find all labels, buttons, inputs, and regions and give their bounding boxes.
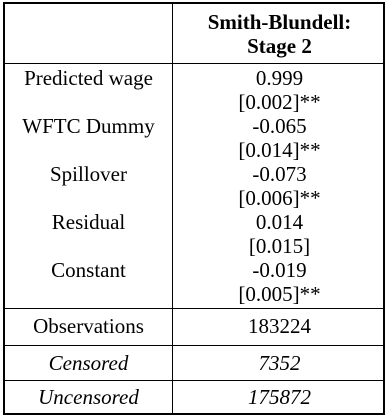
se-wftc-dummy: [0.014]** bbox=[238, 137, 321, 162]
row-label-censored: Censored bbox=[48, 350, 129, 375]
coefficients-divider bbox=[5, 308, 383, 309]
observations-divider bbox=[5, 345, 383, 346]
row-label-uncensored: Uncensored bbox=[38, 385, 139, 409]
coef-constant: -0.019 bbox=[252, 257, 307, 282]
se-residual: [0.015] bbox=[248, 233, 311, 258]
row-label-predicted-wage: Predicted wage bbox=[24, 65, 153, 90]
regression-table bbox=[3, 2, 385, 415]
censored-divider bbox=[5, 380, 383, 381]
column-header-line2: Stage 2 bbox=[247, 33, 312, 58]
row-label-residual: Residual bbox=[51, 209, 126, 234]
coef-predicted-wage: 0.999 bbox=[255, 65, 304, 90]
se-constant: [0.005]** bbox=[238, 281, 321, 306]
row-label-constant: Constant bbox=[51, 257, 126, 282]
coef-residual: 0.014 bbox=[255, 209, 304, 234]
value-observations: 183224 bbox=[248, 314, 311, 338]
se-predicted-wage: [0.002]** bbox=[238, 89, 321, 114]
coef-wftc-dummy: -0.065 bbox=[252, 113, 307, 138]
column-divider bbox=[172, 4, 173, 413]
row-label-observations: Observations bbox=[33, 314, 144, 338]
row-label-wftc-dummy: WFTC Dummy bbox=[22, 113, 155, 138]
se-spillover: [0.006]** bbox=[238, 185, 321, 210]
column-header-line1: Smith-Blundell: bbox=[207, 9, 352, 34]
column-header bbox=[174, 6, 385, 61]
value-uncensored: 175872 bbox=[248, 385, 311, 409]
value-censored: 7352 bbox=[258, 350, 301, 375]
header-divider bbox=[5, 63, 383, 64]
row-label-spillover: Spillover bbox=[50, 161, 127, 186]
coef-spillover: -0.073 bbox=[252, 161, 307, 186]
